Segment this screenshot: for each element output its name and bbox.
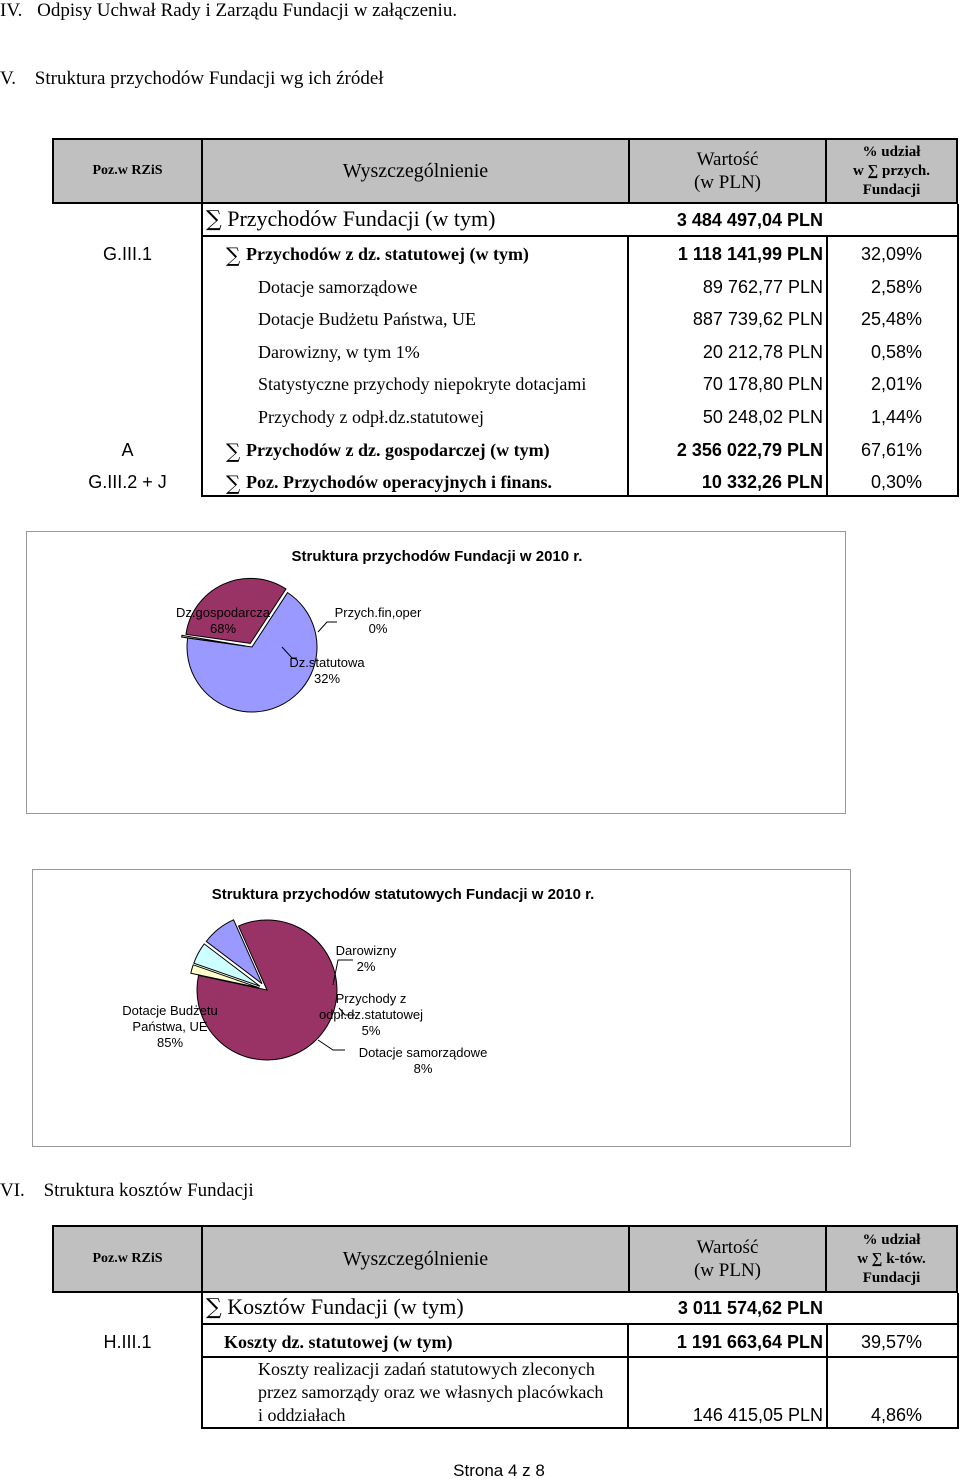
income-row-value: 2 356 022,79 PLN: [676, 440, 823, 460]
income-row-share: 67,61%: [860, 440, 922, 460]
cost-row1-pos: H.III.1: [103, 1332, 152, 1352]
income-row-label: Poz. Przychodów operacyjnych i finans.: [246, 472, 552, 492]
income-row-share: 0,58%: [870, 342, 922, 362]
cost-col-divider: [627, 1324, 629, 1429]
income-row-value: 887 739,62 PLN: [692, 309, 823, 329]
income-header-value: Wartość (w PLN): [628, 138, 827, 204]
section-vi-title: Struktura kosztów Fundacji: [43, 1180, 254, 1201]
income-row-label: Przychody z odpł.dz.statutowej: [258, 407, 484, 427]
income-row-share: 0,30%: [870, 472, 922, 492]
income-col-divider: [627, 236, 629, 497]
income-col-divider-2: [826, 236, 828, 497]
income-row-label: Darowizny, w tym 1%: [258, 342, 420, 362]
income-row-share: 25,48%: [860, 309, 922, 329]
chart2-label-darowizny: Darowizny 2%: [335, 943, 397, 974]
income-row-pos: G.III.2 + J: [88, 472, 167, 492]
sigma-icon: ∑: [226, 243, 241, 267]
cost-row2-label: Koszty realizacji zadań statutowych zleconych przez samorządy oraz we własnych placówkach i oddziałach: [258, 1359, 604, 1425]
cost-header-share: % udział w ∑ k-tów. Fundacji: [825, 1225, 958, 1293]
chart1-label-statutowa: Dz.statutowa 32%: [289, 655, 365, 686]
cost-row2-value: 146 415,05 PLN: [692, 1405, 823, 1425]
income-row-share: 32,09%: [860, 244, 922, 264]
sigma-icon: ∑: [226, 471, 241, 495]
sigma-icon: ∑: [206, 1295, 222, 1320]
page-footer: Strona 4 z 8: [453, 1461, 545, 1480]
income-header-pos: Poz.w RZiS: [52, 138, 203, 204]
income-row-label: Dotacje samorządowe: [258, 277, 418, 297]
sigma-icon: ∑: [206, 207, 222, 232]
income-row-label: Przychodów z dz. statutowej (w tym): [246, 244, 529, 264]
cost-header-value: Wartość (w PLN): [628, 1225, 827, 1293]
income-header-desc: Wyszczególnienie: [201, 138, 630, 204]
cost-col-divider-2: [826, 1324, 828, 1429]
chart1-title: Struktura przychodów Fundacji w 2010 r.: [291, 548, 583, 565]
cost-header-pos: Poz.w RZiS: [52, 1225, 203, 1293]
chart1-pie: [27, 532, 847, 815]
income-row-share: 2,01%: [870, 374, 922, 394]
income-total-value: 3 484 497,04 PLN: [676, 210, 823, 230]
cost-row1-share: 39,57%: [860, 1332, 922, 1352]
cost-row2-share: 4,86%: [870, 1405, 922, 1425]
income-row-value: 89 762,77 PLN: [702, 277, 823, 297]
cost-total-label: ∑ Kosztów Fundacji (w tym): [206, 1294, 464, 1320]
sigma-icon: ∑: [226, 439, 241, 463]
income-row-pos: A: [121, 440, 134, 460]
chart2-label-samorzadowe: Dotacje samorządowe 8%: [358, 1045, 488, 1076]
income-row-label: Statystyczne przychody niepokryte dotacjami: [258, 374, 587, 394]
cost-row1-label: Koszty dz. statutowej (w tym): [224, 1332, 453, 1352]
chart-income-structure: [26, 531, 846, 814]
income-total-label: ∑ Przychodów Fundacji (w tym): [206, 206, 496, 232]
income-row-share: 1,44%: [870, 407, 922, 427]
section-vi-heading: [0, 1180, 254, 1202]
income-row-value: 1 118 141,99 PLN: [677, 244, 823, 264]
cost-total-value: 3 011 574,62 PLN: [677, 1298, 823, 1318]
income-row-label: Przychodów z dz. gospodarczej (w tym): [246, 440, 550, 460]
income-row-value: 20 212,78 PLN: [702, 342, 823, 362]
cost-header-desc: Wyszczególnienie: [201, 1225, 630, 1293]
section-iv-title: Odpisy Uchwał Rady i Zarządu Fundacji w załączeniu.: [37, 0, 458, 21]
chart-statutory-income-structure: [32, 869, 851, 1147]
chart2-label-odplatna: Przychody z odpł.dz.statutowej 5%: [318, 991, 424, 1038]
chart1-label-fin: Przych.fin,oper 0%: [334, 605, 422, 636]
chart1-label-gospodarcza: Dz.gospodarcza 68%: [176, 605, 270, 636]
section-vi-number: VI.: [0, 1180, 25, 1201]
section-v-title: Struktura przychodów Fundacji wg ich źródeł: [34, 68, 384, 89]
chart2-title: Struktura przychodów statutowych Fundacji w 2010 r.: [211, 886, 595, 903]
income-row-value: 50 248,02 PLN: [702, 407, 823, 427]
leader-line: [318, 1040, 345, 1050]
income-row-label: Dotacje Budżetu Państwa, UE: [258, 309, 476, 329]
income-total-divider: [201, 235, 959, 237]
section-iv-heading: [0, 0, 457, 22]
section-v-number: V.: [0, 68, 17, 89]
cost-row1-value: 1 191 663,64 PLN: [676, 1332, 823, 1352]
income-row-value: 10 332,26 PLN: [701, 472, 823, 492]
chart2-label-budzet: Dotacje Budżetu Państwa, UE 85%: [122, 1003, 218, 1050]
section-iv-number: IV.: [0, 0, 23, 21]
income-row-value: 70 178,80 PLN: [702, 374, 823, 394]
cost-total-divider: [201, 1323, 959, 1325]
income-header-share: % udział w ∑ przych. Fundacji: [825, 138, 958, 204]
section-v-heading: [0, 68, 384, 90]
income-row-share: 2,58%: [870, 277, 922, 297]
income-row-pos: G.III.1: [102, 244, 153, 264]
